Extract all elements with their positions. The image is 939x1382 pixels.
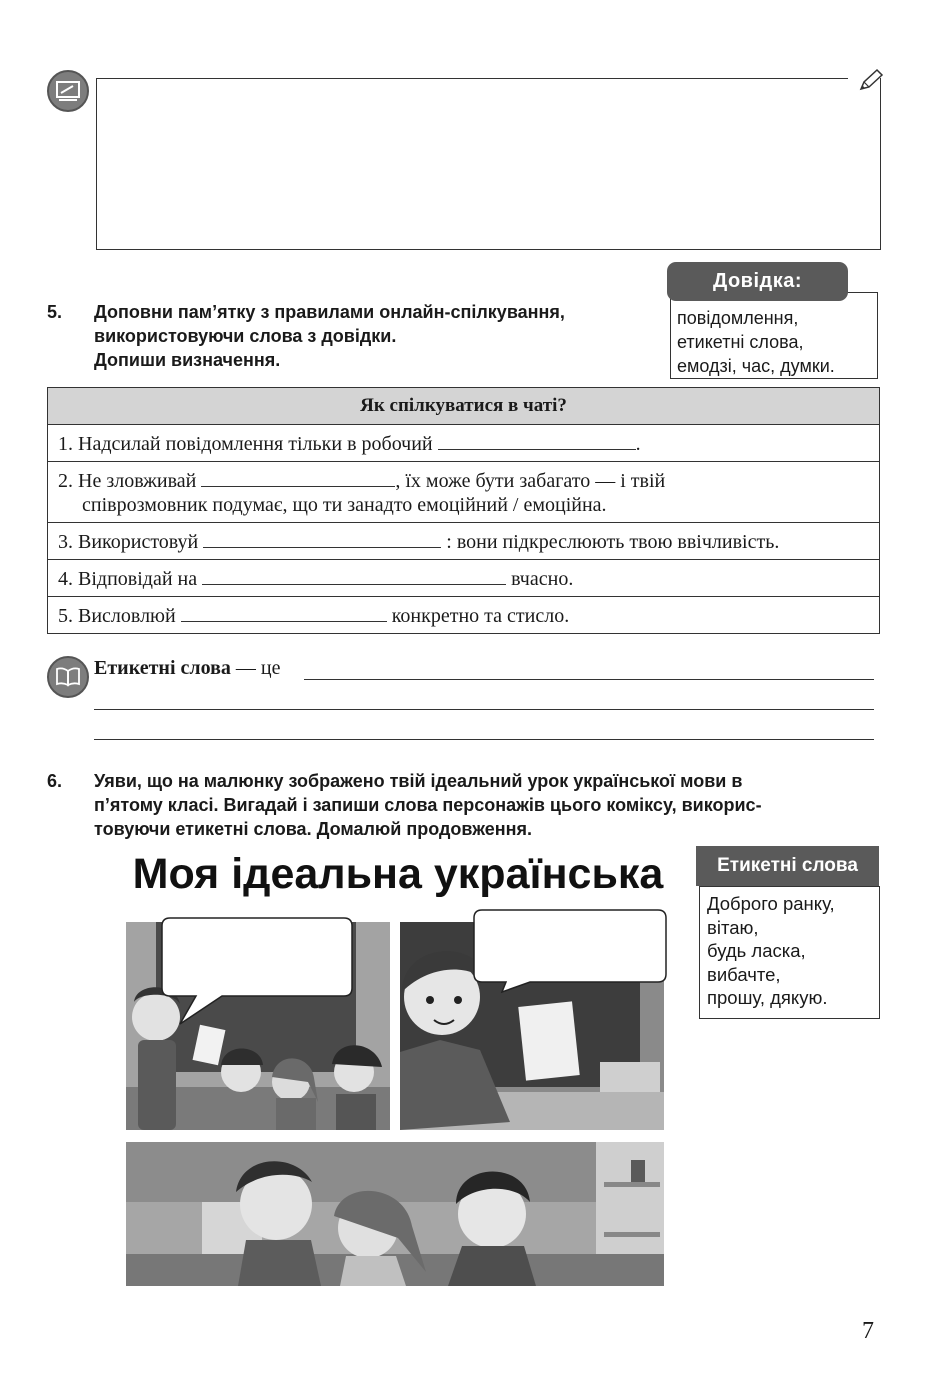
etiquette-line-2: вітаю, [707, 916, 759, 938]
definition-answer-line-2[interactable] [94, 709, 874, 710]
comic-title: Моя ідеальна українська [132, 850, 664, 898]
row-2-text-before: 2. Не зловживай [58, 469, 202, 492]
task-5-line-1: Доповни пам’ятку з правилами онлайн-спілкування, [94, 302, 565, 322]
table-row [48, 523, 880, 560]
row-1-blank[interactable] [438, 431, 636, 450]
task-5-line-3: Допиши визначення. [94, 350, 281, 370]
row-4-text-after: вчасно. [506, 567, 574, 590]
table-row [48, 425, 880, 462]
answer-writing-box[interactable] [96, 78, 881, 250]
definition-prompt [94, 657, 281, 680]
task-6-line-1: Уяви, що на малюнку зображено твій ідеальний урок української мови в [94, 771, 743, 791]
row-3-text-before: 3. Використовуй [58, 530, 204, 553]
definition-answer-line-3[interactable] [94, 739, 874, 740]
task-5-instructions [94, 300, 664, 372]
hint-box [670, 292, 878, 379]
etiquette-line-4: вибачте, [707, 963, 781, 985]
task-6-line-2: п’ятому класі. Вигадай і запиши слова персонажів цього коміксу, викорис- [94, 795, 762, 815]
definition-rest: — це [230, 657, 281, 679]
speech-bubble-2[interactable] [472, 908, 668, 999]
task-5-number: 5. [47, 302, 63, 322]
etiquette-line-3: будь ласка, [707, 940, 806, 962]
comic-panel-3 [126, 1142, 664, 1286]
table-row [48, 597, 880, 634]
row-2-text-after: , їх може бути забагато — і твій [395, 469, 666, 492]
chat-rules-table [47, 387, 880, 634]
open-book-icon [47, 656, 89, 698]
page-number: 7 [862, 1318, 874, 1344]
hint-line-1: повідомлення, [677, 308, 799, 328]
writing-board-icon [47, 70, 89, 112]
row-2-line-2: співрозмовник подумає, що ти занадто емоційний / емоційна. [82, 493, 607, 516]
hint-line-2: етикетні слова, [677, 332, 804, 352]
task-6-number: 6. [47, 771, 63, 791]
etiquette-box-title: Етикетні слова [696, 846, 879, 886]
table-row [48, 560, 880, 597]
row-1-text-after: . [635, 432, 641, 455]
table-row [48, 462, 880, 523]
task-6-line-3: товуючи етикетні слова. Домалюй продовження. [94, 819, 532, 839]
speech-bubble-1[interactable] [160, 916, 354, 1031]
definition-term: Етикетні слова [94, 657, 231, 679]
pencil-icon [858, 68, 884, 97]
row-4-blank[interactable] [202, 566, 506, 585]
etiquette-line-5: прошу, дякую. [707, 987, 828, 1009]
hint-title: Довідка: [667, 262, 848, 301]
task-5-line-2: використовуючи слова з довідки. [94, 326, 397, 346]
etiquette-words-box [699, 886, 880, 1019]
definition-answer-line-1[interactable] [304, 679, 874, 680]
row-5-blank[interactable] [181, 603, 387, 622]
task-6-instructions [94, 769, 880, 841]
row-3-blank[interactable] [203, 529, 441, 548]
row-1-text-before: 1. Надсилай повідомлення тільки в робочий [58, 432, 438, 455]
etiquette-line-1: Доброго ранку, [707, 893, 835, 914]
row-3-text-after: : вони підкреслюють твою ввічливість. [441, 530, 780, 553]
hint-line-3: емодзі, час, думки. [677, 356, 835, 376]
row-4-text-before: 4. Відповідай на [58, 567, 203, 590]
table-header: Як спілкуватися в чаті? [48, 388, 880, 425]
row-2-blank[interactable] [201, 468, 395, 487]
row-5-text-before: 5. Висловлюй [58, 604, 181, 627]
row-5-text-after: конкретно та стисло. [386, 604, 570, 627]
